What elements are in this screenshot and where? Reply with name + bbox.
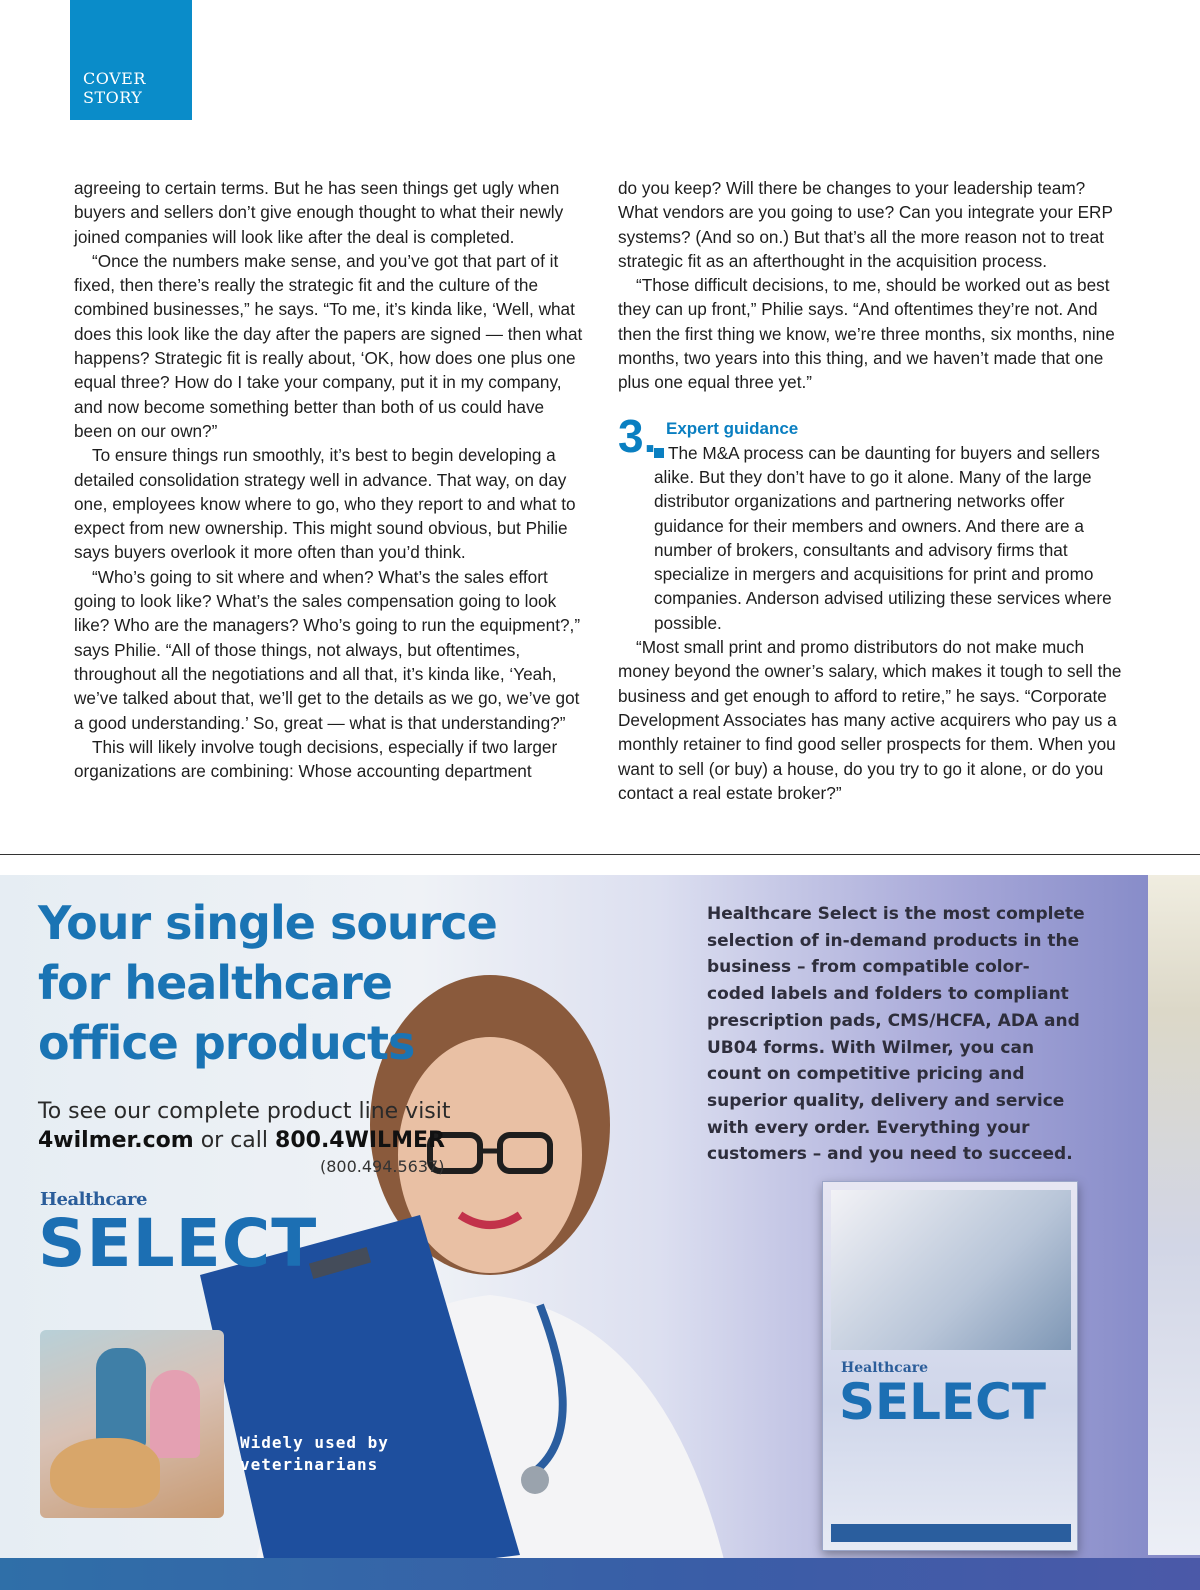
catalog-cover	[822, 1181, 1078, 1551]
left-paragraph-1: agreeing to certain terms. But he has seen things get ugly when buyers and sellers don’t give enough thought to what their newly joined companies will look like after the deal is completed.	[74, 178, 564, 247]
section-title: Expert guidance	[666, 418, 799, 438]
ad-bottom-bar	[0, 1558, 1200, 1590]
advertisement	[0, 875, 1200, 1590]
veterinarian-photo	[40, 1330, 224, 1518]
stacked-forms-image	[1148, 875, 1200, 1555]
vet-caption-line-1: Widely used by	[240, 1433, 389, 1452]
catalog-logo-small: Healthcare	[841, 1360, 929, 1376]
article-left-column	[74, 176, 584, 783]
contact-line	[38, 1127, 445, 1155]
right-paragraph-1: do you keep? Will there be changes to your leadership team? What vendors are you going to use? Can you integrate your ERP systems? (And so on.) But that’s all the more reason not to treat strategic fit as an afterthought in the acquisition process.	[618, 178, 1113, 271]
vet-caption-line-2: veterinarians	[240, 1455, 379, 1474]
catalog-photo	[831, 1190, 1071, 1350]
right-paragraph-2: “Those difficult decisions, to me, should be worked out as best they can up front,” Philie says. “And oftentimes they’re not. And then the first thing we know, we’re three months, six months, nine months, two years into this thing, and we haven’t made that one plus one equal three yet.”	[618, 275, 1115, 393]
vet-caption	[240, 1432, 389, 1476]
article-right-column	[618, 176, 1130, 805]
ad-body-text: Healthcare Select is the most complete selection of in-demand products in the business – from compatible color-coded labels and folders to compliant prescription pads, CMS/HCFA, ADA and UB04 forms. With Wilmer, you can count on competitive pricing and superior quality, delivery and service with every order. Everything your customers – and you need to succeed.	[707, 904, 1085, 1165]
section-paragraph-2: “Most small print and promo distributors do not make much money beyond the owner’s salary, which makes it tough to sell the business and get enough to afford to retire,” he says. “Corporate Development Associates has many active acquirers who pay us a monthly retainer to find good seller prospects for them. When you want to sell (or buy) a house, do you try to go it alone, or do you contact a real estate broker?”	[618, 637, 1122, 803]
select-logo: SELECT	[38, 1205, 318, 1282]
section-paragraph-1: The M&A process can be daunting for buyers and sellers alike. But they don’t have to go it alone. Many of the large distributor organizations and partnering networks offer guidance for their members and owners. And there are a number of brokers, consultants and advisory firms that specialize in mergers and acquisitions for print and promo companies. Anderson advised utilizing these services where possible.	[654, 442, 1112, 633]
or-call-text: or call	[193, 1128, 276, 1153]
vet-figure	[96, 1348, 146, 1448]
cover-story-tag	[70, 0, 192, 120]
healthcare-logo-small: Healthcare	[40, 1189, 147, 1210]
phone-digits: (800.494.5637)	[320, 1157, 445, 1176]
left-paragraph-3: To ensure things run smoothly, it’s best to begin developing a detailed consolidation strategy well in advance. That way, on day one, employees know where to go, who they report to and what to expect from new ownership. This might sound obvious, but Philie says buyers overlook it more often than you’d think.	[74, 445, 576, 563]
tag-line-1: COVER	[83, 69, 146, 88]
dog-figure	[50, 1438, 160, 1508]
section-divider	[0, 854, 1200, 855]
headline-line-2: for healthcare	[38, 956, 392, 1010]
left-paragraph-2: “Once the numbers make sense, and you’ve got that part of it fixed, then there’s really the strategic fit and the culture of the combined businesses,” he says. “To me, it’s kinda like, ‘Well, what does this look like the day after the papers are signed — then what happens? Strategic fit is really about, ‘OK, how does one plus one equal three? How do I take your company, put it in my company, and now become something better than both of us could have been on our own?”	[74, 250, 583, 441]
visit-line: To see our complete product line visit	[38, 1099, 451, 1124]
catalog-footer-bar	[831, 1524, 1071, 1542]
catalog-logo-big: SELECT	[839, 1373, 1046, 1431]
section-expert-guidance	[618, 409, 1130, 635]
ad-headline	[38, 893, 558, 1073]
tag-line-2: STORY	[83, 88, 143, 107]
phone-number[interactable]: 800.4WILMER	[275, 1128, 445, 1153]
left-paragraph-5: This will likely involve tough decisions, especially if two larger organizations are combining: Whose accounting department	[74, 736, 558, 782]
headline-line-3: office products	[38, 1016, 415, 1070]
section-paragraph-1-wrap	[618, 441, 1130, 635]
left-paragraph-4: “Who’s going to sit where and when? What’s the sales effort going to look like? What’s the sales compensation going to look like? Who are the managers? Who’s going to run the equipment?,” says Philie. “All of those things, not always, but oftentimes, throughout all the negotiations and all that, it’s kinda like, ‘Yeah, we’ve talked about that, we’ll get to the details as we go, we’ve got a good understanding.’ So, great — what is that understanding?”	[74, 566, 581, 733]
headline-line-1: Your single source	[38, 896, 497, 950]
website-link[interactable]: 4wilmer.com	[38, 1128, 194, 1153]
owner-figure	[150, 1370, 200, 1458]
section-number: 3.	[618, 409, 657, 462]
